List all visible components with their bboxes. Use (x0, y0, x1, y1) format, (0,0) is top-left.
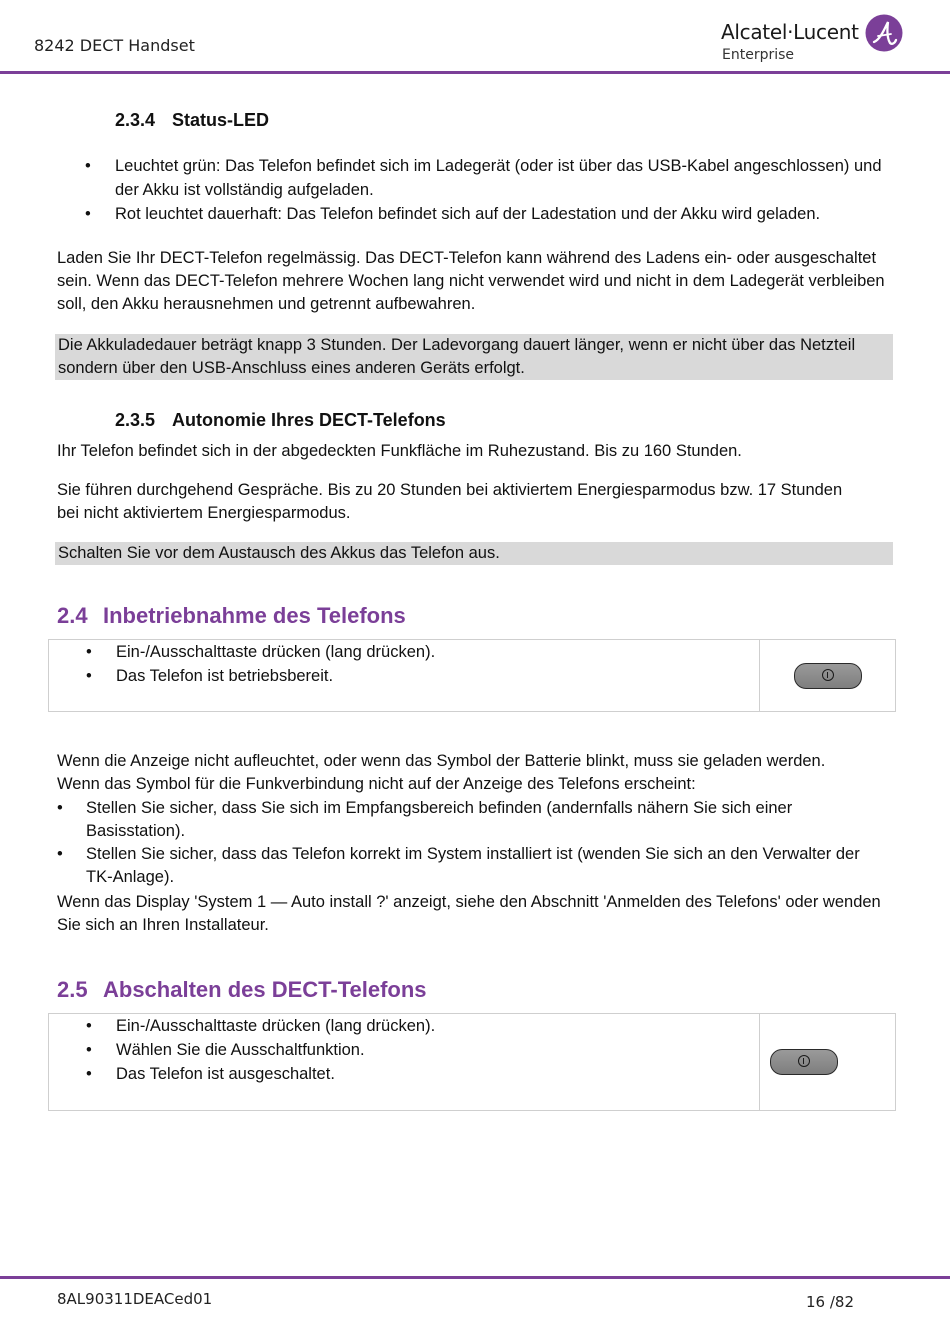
radio-hint-line: Wenn das Symbol für die Funkverbindung nicht auf der Anzeige des Telefons erscheint: (57, 775, 696, 793)
startup-steps (58, 640, 758, 688)
power-key-icon (794, 663, 862, 689)
heading-text: Abschalten des DECT-Telefons (103, 977, 427, 1002)
list-item: • Wählen Sie die Ausschaltfunktion. (58, 1038, 758, 1062)
power-symbol-icon (798, 1055, 810, 1067)
list-item: • Rot leuchtet dauerhaft: Das Telefon befindet sich auf der Ladestation und der Akku wird geladen. (57, 202, 887, 226)
display-hint-line: Wenn die Anzeige nicht aufleuchtet, oder wenn das Symbol der Batterie blinkt, muss sie geladen werden. (57, 752, 826, 770)
header-title: 8242 DECT Handset (34, 36, 195, 55)
company-logo (721, 14, 906, 64)
list-item: • Ein-/Ausschalttaste drücken (lang drücken). (58, 1014, 758, 1038)
list-item: • Leuchtet grün: Das Telefon befindet sich im Ladegerät (oder ist über das USB-Kabel angeschlossen) und der Akku ist vollständig aufgeladen. (57, 154, 887, 202)
power-key-icon (770, 1049, 838, 1075)
heading-2-3-4 (115, 110, 269, 131)
heading-number: 2.4 (57, 603, 88, 628)
header-rule (0, 71, 950, 74)
list-item: • Stellen Sie sicher, dass das Telefon korrekt im System installiert ist (wenden Sie sich an den Verwalter der TK-Anlage). (57, 843, 887, 889)
list-item: • Stellen Sie sicher, dass Sie sich im Empfangsbereich befinden (andernfalls nähern Sie sich einer Basisstation). (57, 797, 887, 843)
document-code: 8AL90311DEACed01 (57, 1290, 213, 1308)
talk-time-paragraph: Sie führen durchgehend Gespräche. Bis zu 20 Stunden bei aktiviertem Energiesparmodus bzw. 17 Stunden bei nicht aktiviertem Energiesparmodus. (57, 481, 843, 522)
standby-paragraph: Ihr Telefon befindet sich in der abgedeckten Funkfläche im Ruhezustand. Bis zu 160 Stunden. (57, 442, 742, 460)
heading-2-4 (57, 603, 406, 629)
footer-rule (0, 1276, 950, 1279)
heading-text: Autonomie Ihres DECT-Telefons (172, 410, 446, 430)
page-number: 16 /82 (806, 1293, 854, 1311)
logo-name: Alcatel·Lucent (721, 20, 859, 44)
auto-install-paragraph: Wenn das Display 'System 1 — Auto install ?' anzeigt, siehe den Abschnitt 'Anmelden des Telefons' oder wenden Sie sich an Ihren Installateur. (57, 893, 881, 934)
startup-box (48, 639, 896, 712)
box-divider (759, 1014, 760, 1110)
heading-2-3-5 (115, 410, 446, 431)
status-led-list (57, 154, 887, 226)
heading-2-5 (57, 977, 427, 1003)
box-divider (759, 640, 760, 711)
radio-checklist (57, 797, 887, 889)
shutdown-box (48, 1013, 896, 1111)
charging-note: Die Akkuladedauer beträgt knapp 3 Stunden. Der Ladevorgang dauert länger, wenn er nicht über das Netzteil sondern über den USB-Anschluss eines anderen Geräts erfolgt. (55, 334, 893, 380)
list-item: • Das Telefon ist ausgeschaltet. (58, 1062, 758, 1086)
charging-paragraph: Laden Sie Ihr DECT-Telefon regelmässig. Das DECT-Telefon kann während des Ladens ein- oder ausgeschaltet sein. Wenn das DECT-Telefon mehrere Wochen lang nicht verwendet wird und nicht in dem Ladegerät verbleiben soll, den Akku herausnehmen und getrennt aufbewahren. (57, 249, 885, 313)
list-item: • Ein-/Ausschalttaste drücken (lang drücken). (58, 640, 758, 664)
alcatel-lucent-logo-icon (865, 14, 903, 52)
heading-number: 2.5 (57, 977, 88, 1002)
battery-note: Schalten Sie vor dem Austausch des Akkus das Telefon aus. (55, 542, 893, 565)
heading-text: Status-LED (172, 110, 270, 130)
heading-text: Inbetriebnahme des Telefons (103, 603, 406, 628)
heading-number: 2.3.4 (115, 110, 156, 130)
list-item: • Das Telefon ist betriebsbereit. (58, 664, 758, 688)
heading-number: 2.3.5 (115, 410, 156, 430)
logo-sub: Enterprise (722, 47, 795, 63)
shutdown-steps (58, 1014, 758, 1086)
power-symbol-icon (822, 669, 834, 681)
